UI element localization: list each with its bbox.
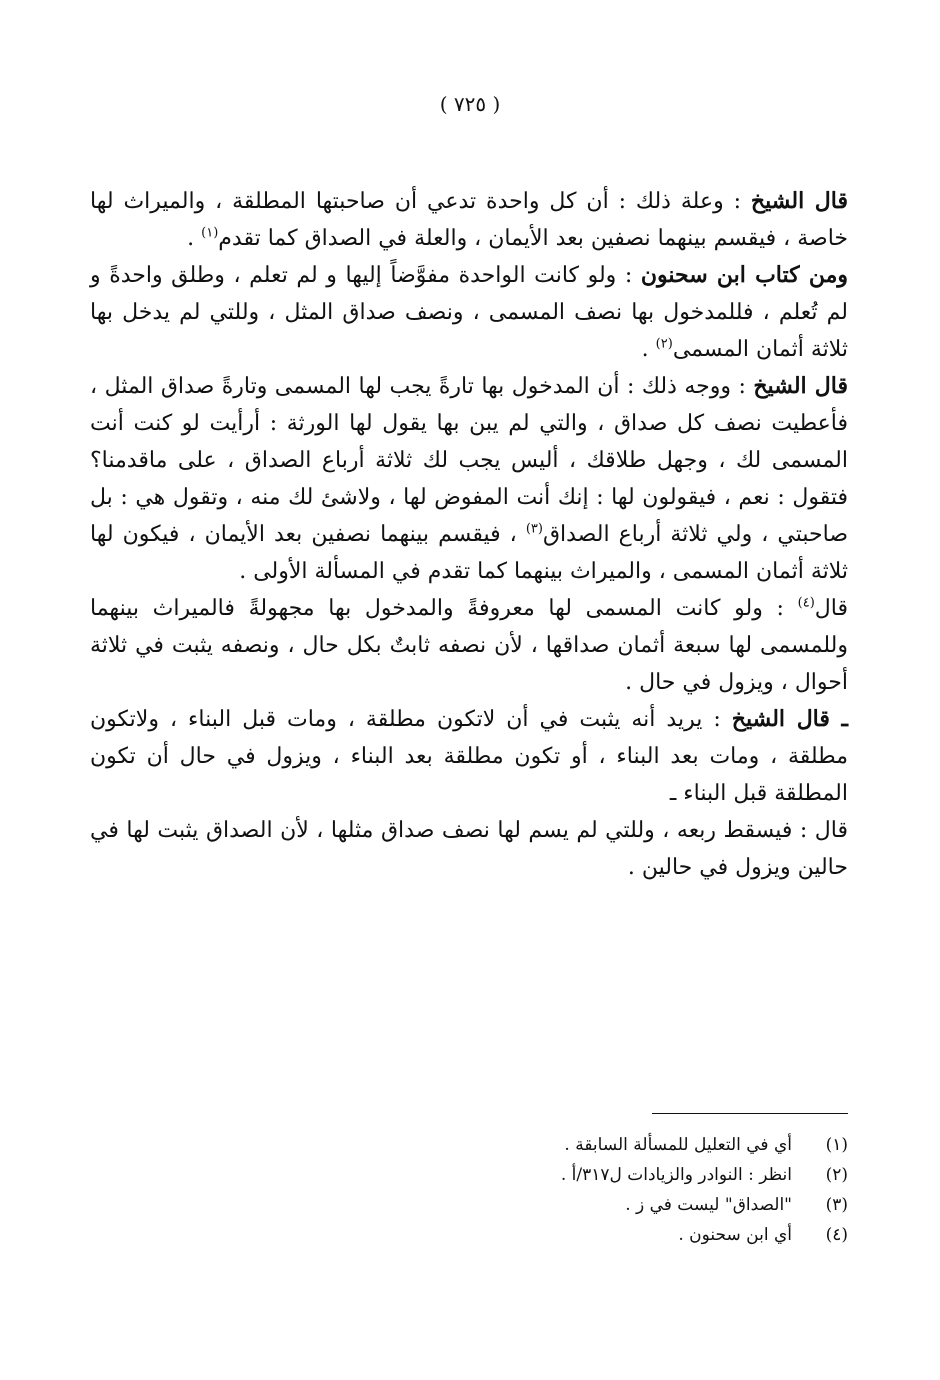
footnote-ref: (٣) — [525, 521, 543, 537]
footnote-number: (١) — [825, 1135, 848, 1155]
paragraph-text: : وعلة ذلك : أن كل واحدة تدعي أن صاحبتها المطلقة ، والميراث لها خاصة ، فيقسم بينهما نصفين بعد الأيمان ، والعلة في الصداق كما تقدم — [90, 189, 848, 251]
paragraph-tail: ، فيقسم بينهما نصفين بعد الأيمان ، فيكون لها ثلاثة أثمان المسمى ، والميراث بينهما كما تقدم في المسألة الأولى . — [90, 522, 848, 584]
paragraph-text: : يريد أنه يثبت في أن لاتكون مطلقة ، ومات قبل البناء ، ولاتكون مطلقة ، ومات بعد البناء ، أو تكون مطلقة بعد البناء ، ويزول في حال أن تكون المطلقة قبل البناء ـ — [90, 707, 848, 806]
paragraph — [90, 368, 848, 590]
paragraph-text: : ووجه ذلك : أن المدخول بها تارةً يجب لها المسمى وتارةً صداق المثل ، فأعطيت نصف كل صداق ، والتي لم يبن بها يقول لها الورثة : أرأيت لو كنت أنت المسمى لك ، وجهل طلاقك ، أليس يجب لك ثلاثة أرباع الصداق ، على ماقدمنا؟ فتقول : نعم ، فيقولون لها : إنك أنت المفوض لها ، ولاشئ لك منه ، وتقول هي : بل صاحبتي ، ولي ثلاثة أرباع الصداق — [90, 374, 848, 547]
footnote — [90, 1130, 848, 1160]
paragraph-text: قال — [814, 596, 848, 621]
footnote — [90, 1190, 848, 1220]
footnote-text: انظر : النوادر والزيادات ل٣١٧/أ . — [560, 1165, 792, 1185]
paragraph-tail: . — [641, 337, 656, 362]
footnote-number: (٢) — [825, 1165, 848, 1185]
footnote-ref: (١) — [201, 225, 219, 241]
footnote — [90, 1160, 848, 1190]
footnote-text: أي في التعليل للمسألة السابقة . — [564, 1135, 792, 1155]
paragraph-tail: . — [187, 226, 202, 251]
paragraph-tail: : ولو كانت المسمى لها معروفةً والمدخول بها مجهولةً فالميراث بينهما وللمسمى لها سبعة أثمان صداقها ، لأن نصفه ثابتٌ بكل حال ، ونصفه يثبت في ثلاثة أحوال ، ويزول في حال . — [90, 596, 848, 695]
footnote-ref: (٤) — [797, 595, 815, 611]
footnote-number: (٤) — [825, 1225, 848, 1245]
footnotes — [90, 1130, 848, 1250]
speaker-label: ـ قال الشيخ — [731, 706, 849, 732]
speaker-label: قال الشيخ — [753, 373, 848, 399]
footnote-number: (٣) — [825, 1195, 848, 1215]
main-text — [90, 183, 848, 886]
paragraph — [90, 257, 848, 368]
paragraph — [90, 812, 848, 886]
footnote-text: "الصداق" ليست في ز . — [625, 1195, 792, 1215]
footnote-text: أي ابن سحنون . — [678, 1225, 792, 1245]
page-number: ( ٧٢٥ ) — [439, 92, 501, 116]
speaker-label: ومن كتاب ابن سحنون — [640, 262, 849, 288]
footnote — [90, 1220, 848, 1250]
paragraph — [90, 590, 848, 701]
footnote-divider — [652, 1113, 848, 1114]
paragraph — [90, 701, 848, 812]
paragraph-text: : ولو كانت الواحدة مفوَّضاً إليها و لم تعلم ، وطلق واحدةً و لم تُعلم ، فللمدخول بها نصف المسمى ، ونصف صداق المثل ، وللتي لم يدخل بها ثلاثة أثمان المسمى — [90, 263, 848, 362]
footnote-ref: (٢) — [655, 336, 673, 352]
speaker-label: قال الشيخ — [750, 188, 848, 214]
paragraph — [90, 183, 848, 257]
paragraph-text: قال : فيسقط ربعه ، وللتي لم يسم لها نصف صداق مثلها ، لأن الصداق يثبت لها في حالين ويزول في حالين . — [90, 818, 848, 880]
